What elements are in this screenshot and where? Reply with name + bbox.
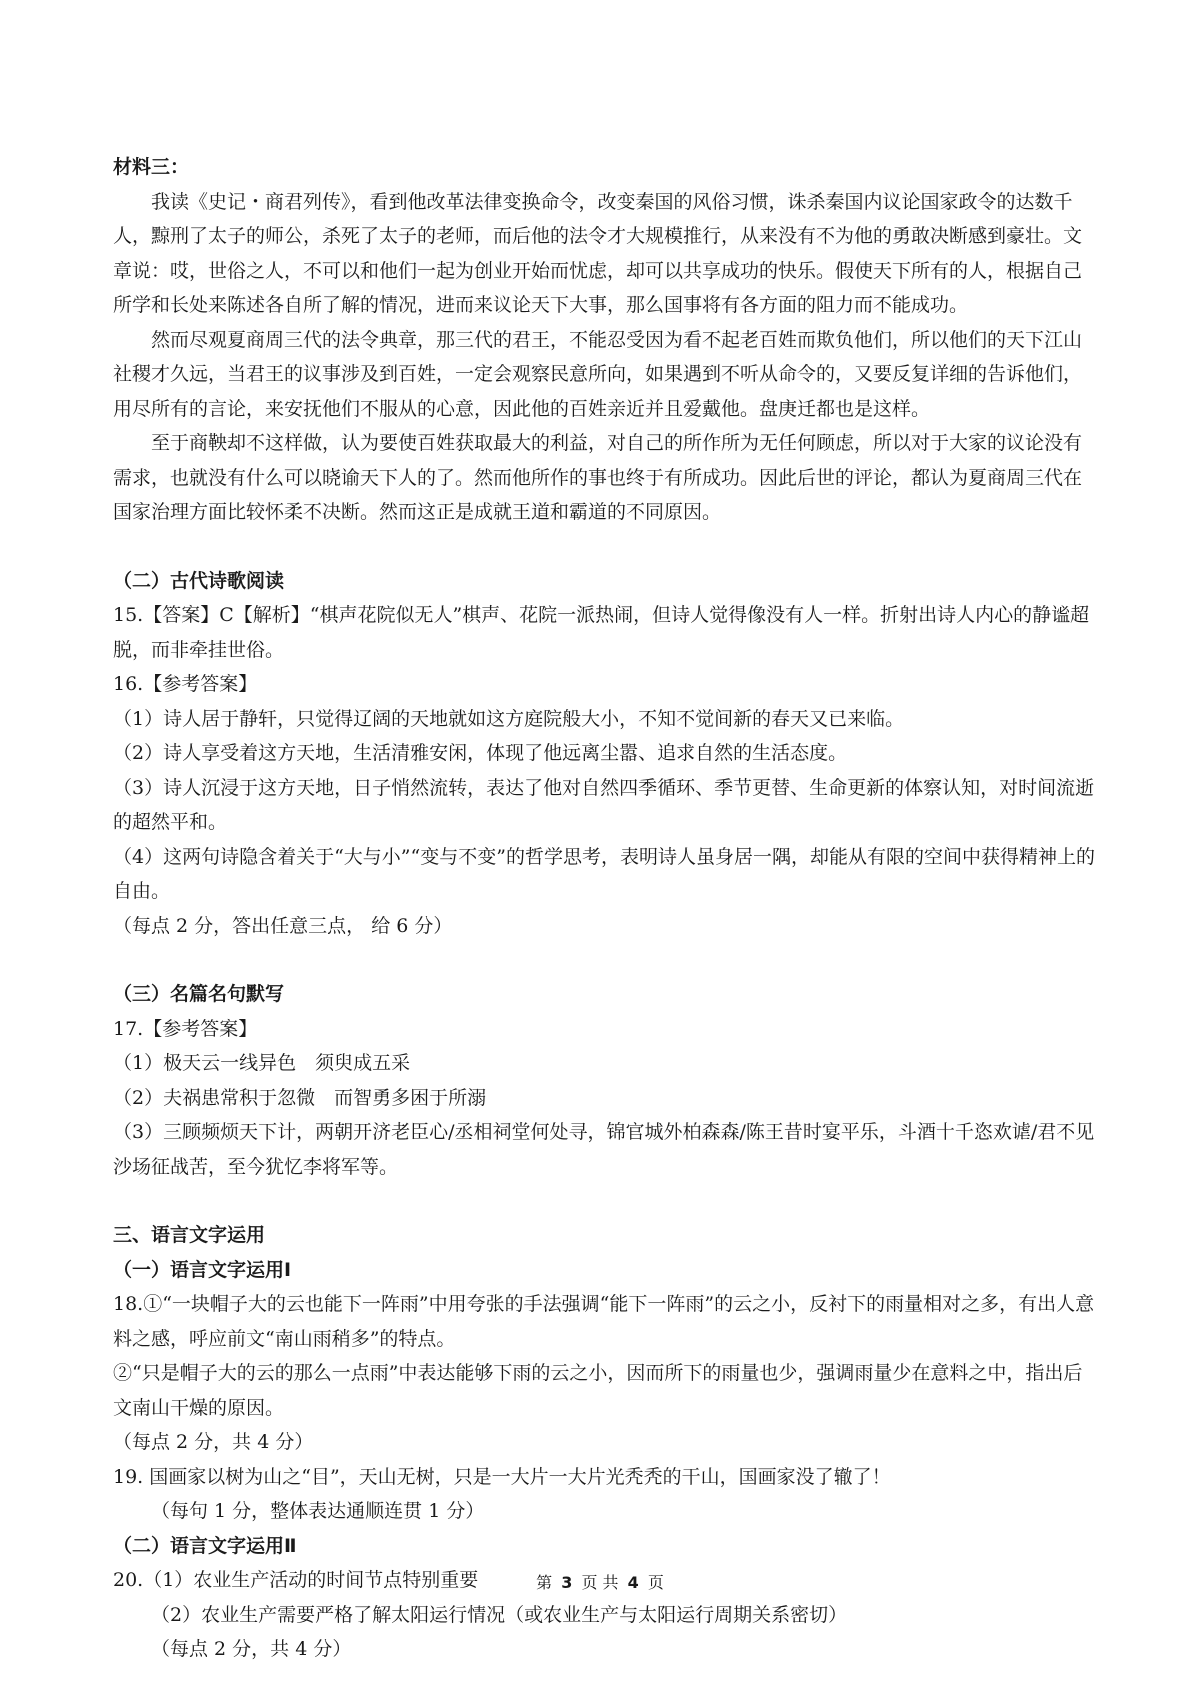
material3-paragraph-1: 我读《史记・商君列传》，看到他改革法律变换命令，改变秦国的风俗习惯，诛杀秦国内议论国家政令的达数千人，黥刑了太子的师公，杀死了太子的老师，而后他的法令才大规模推行，从来没有不为他的勇敢决断感到豪壮。文章说：哎，世俗之人，不可以和他们一起为创业开始而忧虑，却可以共享成功的快乐。假使天下所有的人，根据自己所学和长处来陈述各自所了解的情况，进而来议论天下大事，那么国事将有各方面的阻力而不能成功。 bbox=[113, 190, 1083, 316]
q19-note: （每句 1 分，整体表达通顺连贯 1 分） bbox=[151, 1500, 485, 1522]
q15-answer: 15.【答案】C【解析】“棋声花院似无人”棋声、花院一派热闹，但诗人觉得像没有人一样。折射出诗人内心的静谧超脱，而非牵挂世俗。 bbox=[113, 604, 1090, 661]
q20-point-1: 20.（1）农业生产活动的时间节点特别重要 bbox=[113, 1569, 479, 1591]
q20-point-2: （2）农业生产需要严格了解太阳运行情况（或农业生产与太阳运行周期关系密切） bbox=[151, 1603, 848, 1626]
q16-item-3: （3）诗人沉浸于这方天地，日子悄然流转，表达了他对自然四季循环、季节更替、生命更新的体察认知，对时间流逝的超然平和。 bbox=[113, 776, 1095, 833]
q16-item-4: （4）这两句诗隐含着关于“大与小”“变与不变”的哲学思考，表明诗人虽身居一隅，却能从有限的空间中获得精神上的自由。 bbox=[113, 845, 1095, 902]
page-number-footer bbox=[0, 1570, 1200, 1593]
q17-item-2: （2）夫祸患常积于忽微 而智勇多困于所溺 bbox=[113, 1086, 487, 1109]
footer-prefix: 第 bbox=[536, 1573, 553, 1592]
q16-item-1: （1）诗人居于静轩，只觉得辽阔的天地就如这方庭院般大小，不知不觉间新的春天又已来临。 bbox=[113, 707, 905, 730]
part3-heading: 三、语言文字运用 bbox=[113, 1224, 266, 1246]
answer-page bbox=[113, 150, 1098, 1667]
q18-point-2: ②“只是帽子大的云的那么一点雨”中表达能够下雨的云之小，因而所下的雨量也少，强调雨量少在意料之中，指出后文南山干燥的原因。 bbox=[113, 1362, 1083, 1419]
part3-sub1-heading: （一）语言文字运用Ⅰ bbox=[113, 1258, 292, 1281]
q16-note: （每点 2 分，答出任意三点， 给 6 分） bbox=[113, 914, 453, 937]
part3-sub2-heading: （二）语言文字运用Ⅱ bbox=[113, 1534, 297, 1557]
q17-item-3: （3）三顾频烦天下计，两朝开济老臣心/丞相祠堂何处寻，锦官城外柏森森/陈王昔时宴平乐，斗酒十千恣欢谑/君不见沙场征战苦，至今犹忆李将军等。 bbox=[113, 1121, 1095, 1178]
q17-item-1: （1）极天云一线异色 须臾成五采 bbox=[113, 1052, 411, 1074]
section2-heading: （二）古代诗歌阅读 bbox=[113, 569, 285, 592]
q19-answer: 19. 国画家以树为山之“目”，天山无树，只是一大片一大片光秃秃的干山，国画家没了辙了！ bbox=[113, 1465, 891, 1488]
q20-note: （每点 2 分，共 4 分） bbox=[151, 1638, 352, 1660]
footer-total-pages: 4 bbox=[627, 1573, 639, 1592]
q18-point-1: 18.①“一块帽子大的云也能下一阵雨”中用夸张的手法强调“能下一阵雨”的云之小，反衬下的雨量相对之多，有出人意料之感，呼应前文“南山雨稍多”的特点。 bbox=[113, 1293, 1095, 1350]
section3-heading: （三）名篇名句默写 bbox=[113, 983, 285, 1005]
material3-paragraph-3: 至于商鞅却不这样做，认为要使百姓获取最大的利益，对自己的所作所为无任何顾虑，所以对于大家的议论没有需求，也就没有什么可以晓谕天下人的了。然而他所作的事也终于有所成功。因此后世的评论，都认为夏商周三代在国家治理方面比较怀柔不决断。然而这正是成就王道和霸道的不同原因。 bbox=[113, 432, 1083, 523]
q16-item-2: （2）诗人享受着这方天地，生活清雅安闲，体现了他远离尘嚣、追求自然的生活态度。 bbox=[113, 742, 848, 764]
q16-title: 16.【参考答案】 bbox=[113, 673, 258, 695]
material3-heading: 材料三： bbox=[113, 156, 190, 178]
q17-title: 17.【参考答案】 bbox=[113, 1017, 258, 1040]
footer-current-page: 3 bbox=[561, 1573, 573, 1592]
footer-suffix: 页 bbox=[647, 1573, 664, 1592]
q18-note: （每点 2 分，共 4 分） bbox=[113, 1431, 314, 1453]
material3-paragraph-2: 然而尽观夏商周三代的法令典章，那三代的君王，不能忍受因为看不起老百姓而欺负他们，所以他们的天下江山社稷才久远，当君王的议事涉及到百姓，一定会观察民意所向，如果遇到不听从命令的，又要反复详细的告诉他们，用尽所有的言论，来安抚他们不服从的心意，因此他的百姓亲近并且爱戴他。盘庚迁都也是这样。 bbox=[113, 328, 1083, 420]
footer-middle: 页 共 bbox=[581, 1573, 619, 1592]
